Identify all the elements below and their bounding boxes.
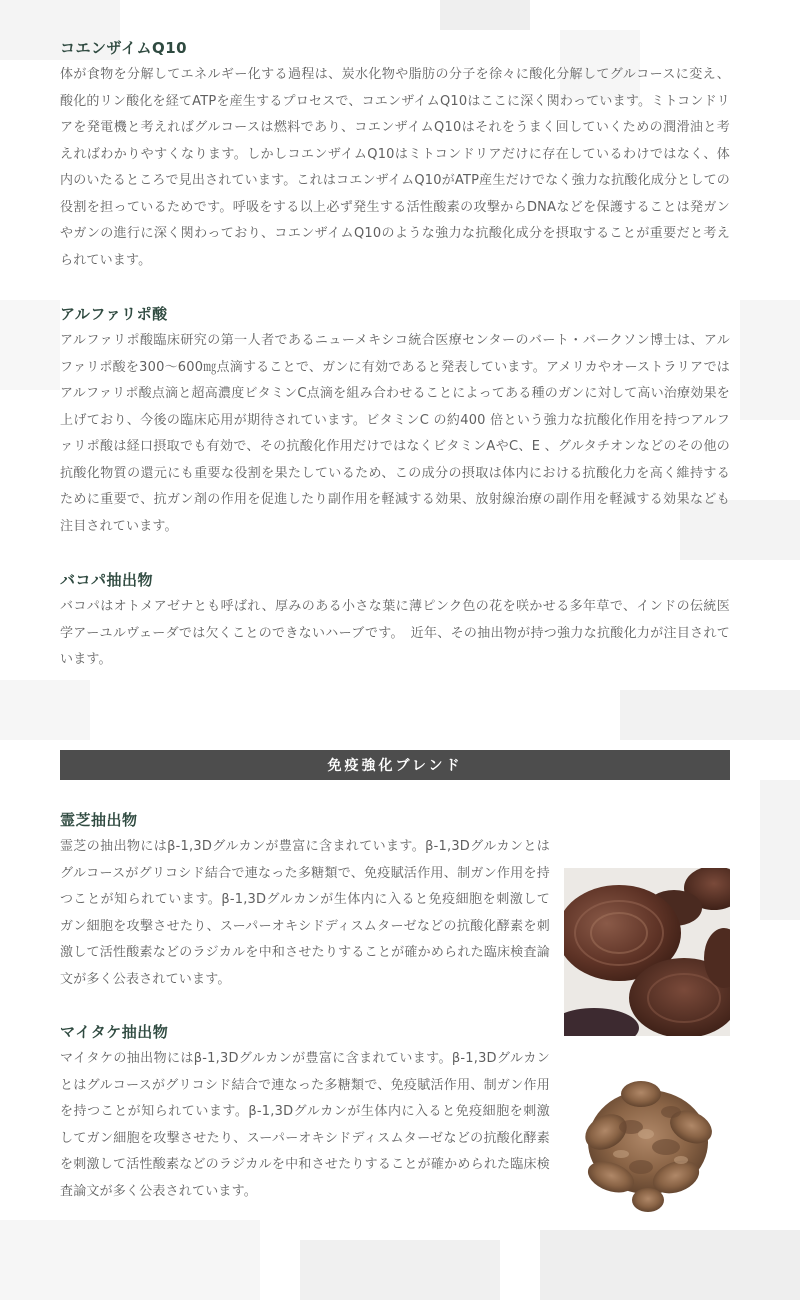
maitake-section (60, 1022, 550, 1205)
bacopa-section (60, 570, 730, 674)
coq10-section (60, 38, 730, 274)
section-title: コエンザイムQ10 (60, 39, 188, 57)
reishi-section (60, 810, 550, 993)
section-text: 霊芝の抽出物にはβ-1,3Dグルカンが豊富に含まれています。β-1,3Dグルカンとはグルコースがグリコシド結合で連なった多糖類で、免疫賦活作用、制ガン作用を持つことが知られています。β-1,3Dグルカンが生体内に入ると免疫細胞を刺激してガン細胞を攻撃させたり、スーパーオキシドディスムターゼなどの抗酸化酵素を刺激して活性酸素などのラジカルを中和させたりすることが確かめられた臨床検査論文が多く公表されています。 (60, 839, 550, 987)
reishi-mushroom-photo (564, 868, 730, 1036)
section-text: アルファリポ酸臨床研究の第一人者であるニューメキシコ統合医療センターのバート・バークソン博士は、アルファリポ酸を300〜600㎎点滴することで、ガンに有効であると発表しています。アメリカやオーストラリアではアルファリポ酸点滴と超高濃度ビタミンC点滴を組み合わせることによってある種のガンに対して高い治療効果を上げており、今後の臨床応用が期待されています。ビタミンC の約400 倍という強力な抗酸化作用を持つアルファリポ酸は経口摂取でも有効で、その抗酸化作用だけではなくビタミンAやC、E 、グルタチオンなどのその他の抗酸化物質の還元にも重要な役割を果たしているため、この成分の摂取は体内における抗酸化力を高く維持するために重要で、抗ガン剤の作用を促進したり副作用を軽減する効果、放射線治療の副作用を軽減する効果なども注目されています。 (60, 333, 730, 534)
maitake-mushroom-photo (566, 1072, 730, 1222)
section-text: 体が食物を分解してエネルギー化する過程は、炭水化物や脂肪の分子を徐々に酸化分解してグルコースに変え、酸化的リン酸化を経てATPを産生するプロセスで、コエンザイムQ10はここに深く関わっています。ミトコンドリアを発電機と考えればグルコースは燃料であり、コエンザイムQ10はそれをうまく回していくための潤滑油と考えればわかりやすくなります。しかしコエンザイムQ10はミトコンドリアだけに存在しているわけではなく、体内のいたるところで見出されています。これはコエンザイムQ10がATP産生だけでなく強力な抗酸化成分としての役割を担っているためです。呼吸をする以上必ず発生する活性酸素の攻撃からDNAなどを保護することは発ガンやガンの進行に深く関わっており、コエンザイムQ10のような強力な抗酸化成分を摂取することが重要だと考えられています。 (60, 67, 730, 268)
section-title: アルファリポ酸 (60, 305, 168, 323)
alpha-lipoic-acid-section (60, 304, 730, 540)
section-title: マイタケ抽出物 (60, 1023, 169, 1041)
section-title: バコパ抽出物 (60, 571, 154, 589)
section-text: マイタケの抽出物にはβ-1,3Dグルカンが豊富に含まれています。β-1,3Dグルカンとはグルコースがグリコシド結合で連なった多糖類で、免疫賦活作用、制ガン作用を持つことが知られています。β-1,3Dグルカンが生体内に入ると免疫細胞を刺激してガン細胞を攻撃させたり、スーパーオキシドディスムターゼなどの抗酸化酵素を刺激して活性酸素などのラジカルを中和させたりすることが確かめられた臨床検査論文が多く公表されています。 (60, 1051, 550, 1199)
section-title: 霊芝抽出物 (60, 811, 138, 829)
immune-blend-banner: 免疫強化ブレンド (60, 750, 730, 780)
section-text: バコパはオトメアゼナとも呼ばれ、厚みのある小さな葉に薄ピンク色の花を咲かせる多年草で、インドの伝統医学アーユルヴェーダでは欠くことのできないハーブです。 近年、その抽出物が持つ強力な抗酸化力が注目されています。 (60, 599, 730, 667)
